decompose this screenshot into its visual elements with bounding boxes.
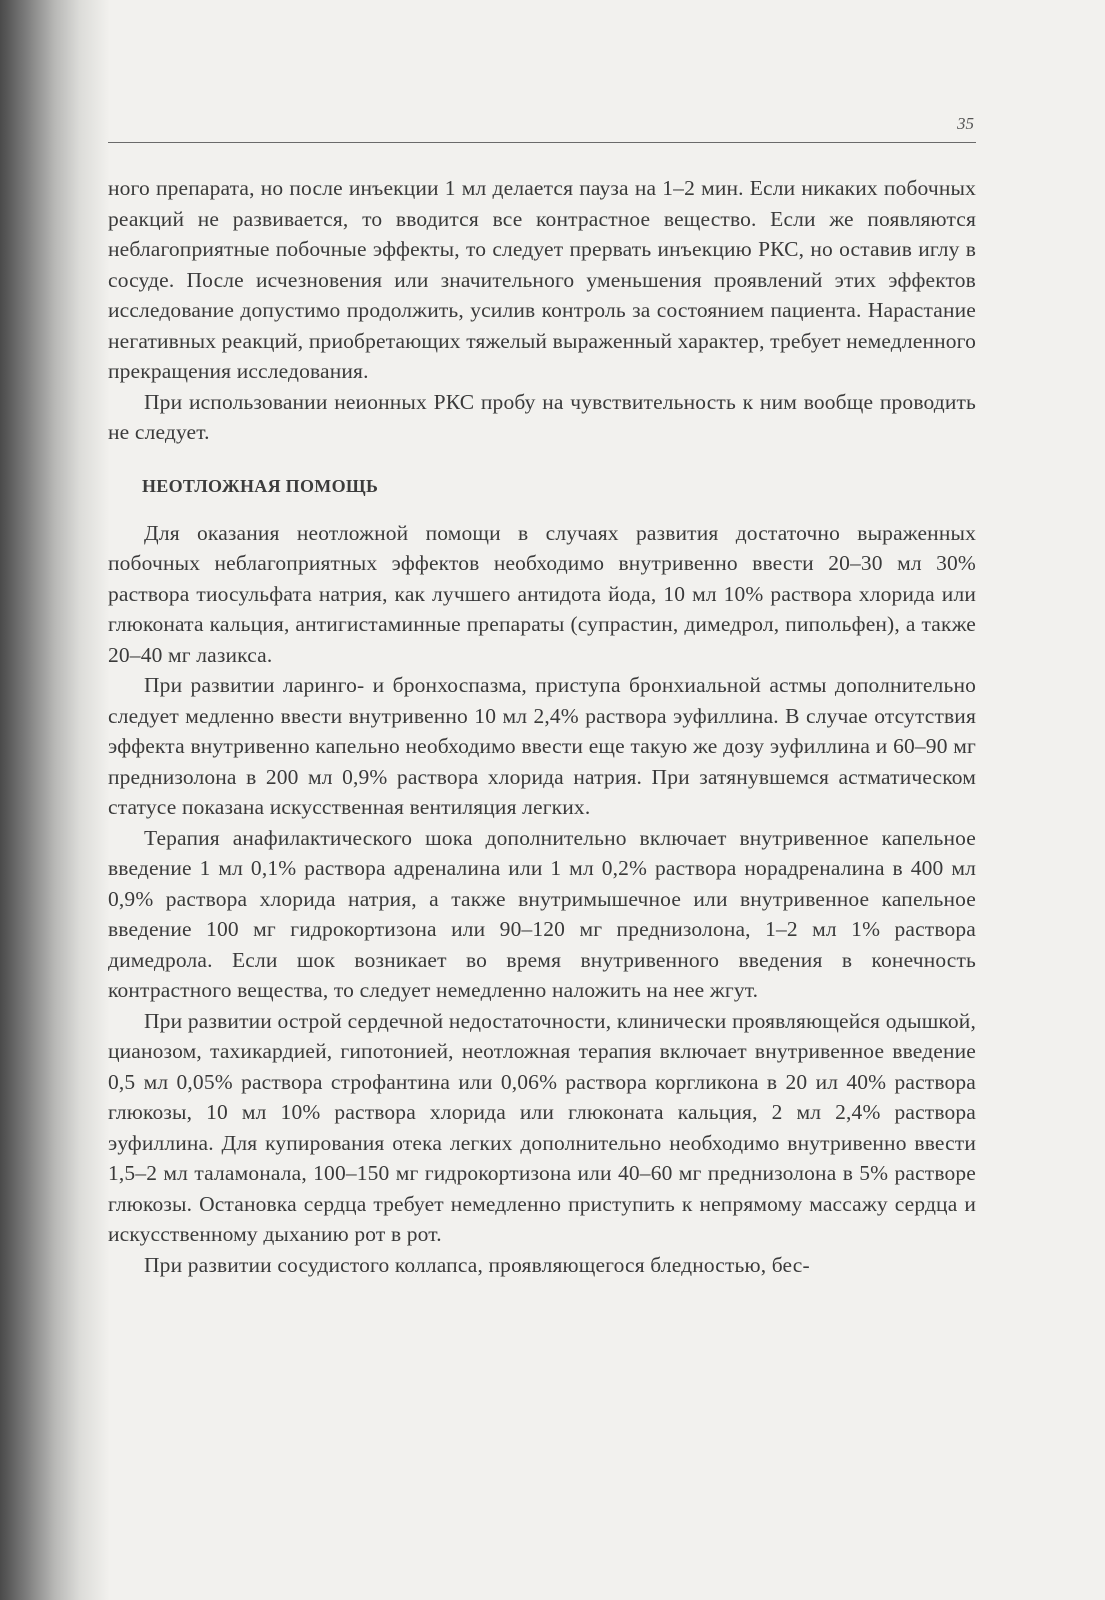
paragraph-truncated: При развитии сосудистого коллапса, проявляющегося бледностью, бес- bbox=[144, 1252, 810, 1277]
paragraph: Для оказания неотложной помощи в случаях развития достаточно выраженных побочных неблагоприятных эффектов необходимо внутривенно ввести 20–30 мл 30% раствора тиосульфата натрия, как лучшего антидота йода, 10 мл 10% раствора хлорида или глюконата кальция, антигистаминные препараты (супрастин, димедрол, пипольфен), а также 20–40 мг лазикса. bbox=[108, 520, 976, 667]
paragraph: При развитии острой сердечной недостаточности, клинически проявляющейся одышкой, цианозом, тахикардией, гипотонией, неотложная терапия включает внутривенное введение 0,5 мл 0,05% раствора строфантина или 0,06% раствора коргликона в 20 ил 40% раствора глюкозы, 10 мл 10% раствора хлорида или глюконата кальция, 2 мл 2,4% раствора эуфиллина. Для купирования отека легких дополнительно необходимо внутривенно ввести 1,5–2 мл таламонала, 100–150 мг гидрокортизона или 40–60 мг преднизолона в 5% растворе глюкозы. Остановка сердца требует немедленно приступить к непрямому массажу сердца и искусственному дыханию рот в рот. bbox=[108, 1008, 976, 1246]
page-number: 35 bbox=[957, 114, 974, 133]
paragraph: При использовании неионных РКС пробу на чувствительность к ним вообще проводить не следует. bbox=[108, 389, 976, 444]
running-head bbox=[108, 112, 976, 143]
paragraph: При развитии ларинго- и бронхоспазма, приступа бронхиальной астмы дополнительно следует медленно ввести внутривенно 10 мл 2,4% раствора эуфиллина. В случае отсутствия эффекта внутривенно капельно необходимо ввести еще такую же дозу эуфиллина и 60–90 мг преднизолона в 200 мл 0,9% раствора хлорида натрия. При затянувшемся астматическом статусе показана искусственная вентиляция легких. bbox=[108, 673, 976, 819]
paragraph: Терапия анафилактического шока дополнительно включает внутривенное капельное введение 1 мл 0,1% раствора адреналина или 1 мл 0,2% раствора норадреналина в 400 мл 0,9% раствора хлорида натрия, а также внутримышечное или внутривенное капельное введение 100 мг гидрокортизона или 90–120 мг преднизолона, 1–2 мл 1% раствора димедрола. Если шок возникает во время внутривенного введения в конечность контрастного вещества, то следует немедленно наложить на нее жгут. bbox=[108, 825, 976, 1002]
body-text bbox=[108, 173, 976, 1280]
paragraph-continued: ного препарата, но после инъекции 1 мл делается пауза на 1–2 мин. Если никаких побочных реакций не развивается, то вводится все контрастное вещество. Если же появляются неблагоприятные побочные эффекты, то следует прервать инъекцию РКС, но оставив иглу в сосуде. После исчезновения или значительного уменьшения проявлений этих эффектов исследование допустимо продолжить, усилив контроль за состоянием пациента. Нарастание негативных реакций, приобретающих тяжелый выраженный характер, требует немедленного прекращения исследования. bbox=[108, 176, 976, 383]
section-heading: НЕОТЛОЖНАЯ ПОМОЩЬ bbox=[142, 475, 379, 496]
